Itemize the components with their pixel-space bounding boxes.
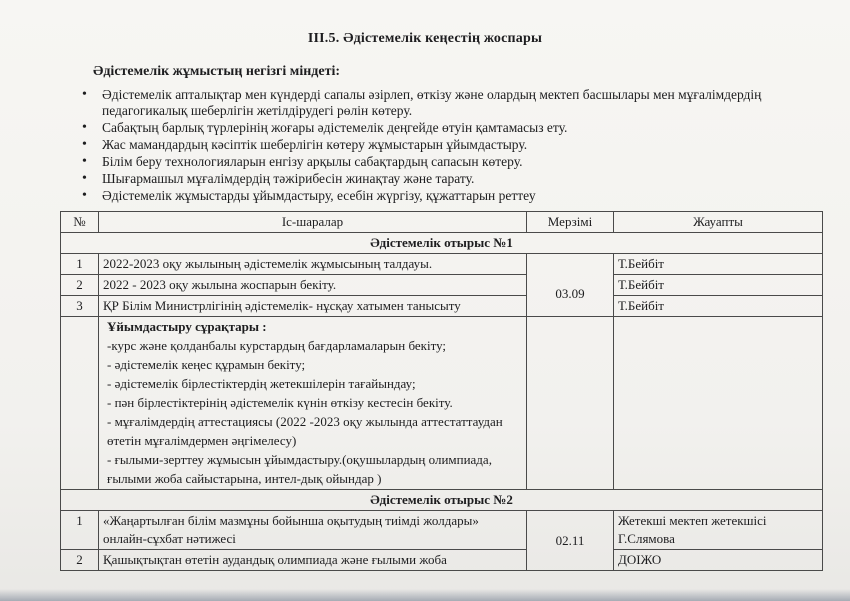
row-activity: 2022 - 2023 оқу жылына жоспарын бекіту. xyxy=(99,275,527,296)
org-num-cell xyxy=(61,317,99,490)
org-item: - әдістемелік кеңес құрамын бекіту; xyxy=(107,357,306,372)
row-num: 1 xyxy=(61,254,99,275)
row-activity: Қашықтықтан өтетін аудандық олимпиада және ғылыми жоба xyxy=(99,550,527,571)
header-responsible: Жауапты xyxy=(614,212,823,233)
task-item: • Жас мамандардың кәсіптік шеберлігін көтеру жұмыстарын ұйымдастыру. xyxy=(82,137,822,153)
row-num: 2 xyxy=(61,550,99,571)
row-num: 2 xyxy=(61,275,99,296)
org-title: Ұйымдастыру сұрақтары : xyxy=(107,319,267,334)
row-responsible: Жетекші мектеп жетекшісі Г.Слямова xyxy=(614,511,823,550)
org-item: - ғылыми-зерттеу жұмысын ұйымдастыру.(оқушылардың олимпиада, ғылыми жоба сайыстарына, интел-дық ойындар ) xyxy=(107,452,492,486)
task-list xyxy=(82,87,822,205)
row-date: 03.09 xyxy=(527,254,614,317)
task-item: • Әдістемелік жұмыстарды ұйымдастыру, есебін жүргізу, құжаттарын реттеу xyxy=(82,188,822,204)
org-item: - әдістемелік бірлестіктердің жетекшілерін тағайындау; xyxy=(107,376,416,391)
org-item: - мұғалімдердің аттестациясы (2022 -2023 оқу жылында аттестаттаудан өтетін мұғалімдермен әңгімелесу) xyxy=(107,414,503,448)
section-title: Әдістемелік отырыс №1 xyxy=(61,233,823,254)
section-title: Әдістемелік отырыс №2 xyxy=(61,490,823,511)
task-item: • Шығармашыл мұғалімдердің тәжірибесін жинақтау және тарату. xyxy=(82,171,822,187)
org-questions xyxy=(99,317,527,490)
org-row xyxy=(61,317,823,490)
section-row xyxy=(61,490,823,511)
photo-edge-shadow xyxy=(0,589,850,601)
header-activity: Іс-шаралар xyxy=(99,212,527,233)
row-date: 02.11 xyxy=(527,511,614,571)
row-responsible: Т.Бейбіт xyxy=(614,275,823,296)
task-item: • Сабақтың барлық түрлерінің жоғары әдістемелік деңгейде өтуін қамтамасыз ету. xyxy=(82,120,822,136)
table-row xyxy=(61,275,823,296)
task-item: • Әдістемелік апталықтар мен күндерді сапалы әзірлеп, өткізу және олардың мектеп басшылары мен мұғалімдердің педагогикалық шеберлігін жетілдірудегі рөлін көтеру. xyxy=(82,87,822,119)
page-title: III.5. Әдістемелік кеңестің жоспары xyxy=(307,31,543,46)
row-responsible: Т.Бейбіт xyxy=(614,296,823,317)
org-item: -курс және қолданбалы курстардың бағдарламаларын бекіту; xyxy=(107,338,447,353)
row-num: 1 xyxy=(61,511,99,550)
row-activity: «Жаңартылған білім мазмұны бойынша оқытудың тиімді жолдары» онлайн-сұхбат нәтижесі xyxy=(99,511,527,550)
row-activity: 2022-2023 оқу жылының әдістемелік жұмысының талдауы. xyxy=(99,254,527,275)
plan-table xyxy=(60,211,823,571)
table-row xyxy=(61,296,823,317)
task-item: • Білім беру технологияларын енгізу арқылы сабақтардың сапасын көтеру. xyxy=(82,154,822,170)
org-date-cell xyxy=(527,317,614,490)
row-responsible: Т.Бейбіт xyxy=(614,254,823,275)
table-header-row xyxy=(61,212,823,233)
row-responsible: ДОІЖО xyxy=(614,550,823,571)
header-num: № xyxy=(61,212,99,233)
table-row xyxy=(61,254,823,275)
section-subtitle: Әдістемелік жұмыстың негізгі міндеті: xyxy=(93,64,341,79)
table-row xyxy=(61,550,823,571)
table-row xyxy=(61,511,823,550)
org-item: - пән бірлестіктерінің әдістемелік күнін өткізу кестесін бекіту. xyxy=(107,395,453,410)
header-date: Мерзімі xyxy=(527,212,614,233)
row-num: 3 xyxy=(61,296,99,317)
section-row xyxy=(61,233,823,254)
row-activity: ҚР Білім Министрлігінің әдістемелік- нұсқау хатымен танысыту xyxy=(99,296,527,317)
org-resp-cell xyxy=(614,317,823,490)
